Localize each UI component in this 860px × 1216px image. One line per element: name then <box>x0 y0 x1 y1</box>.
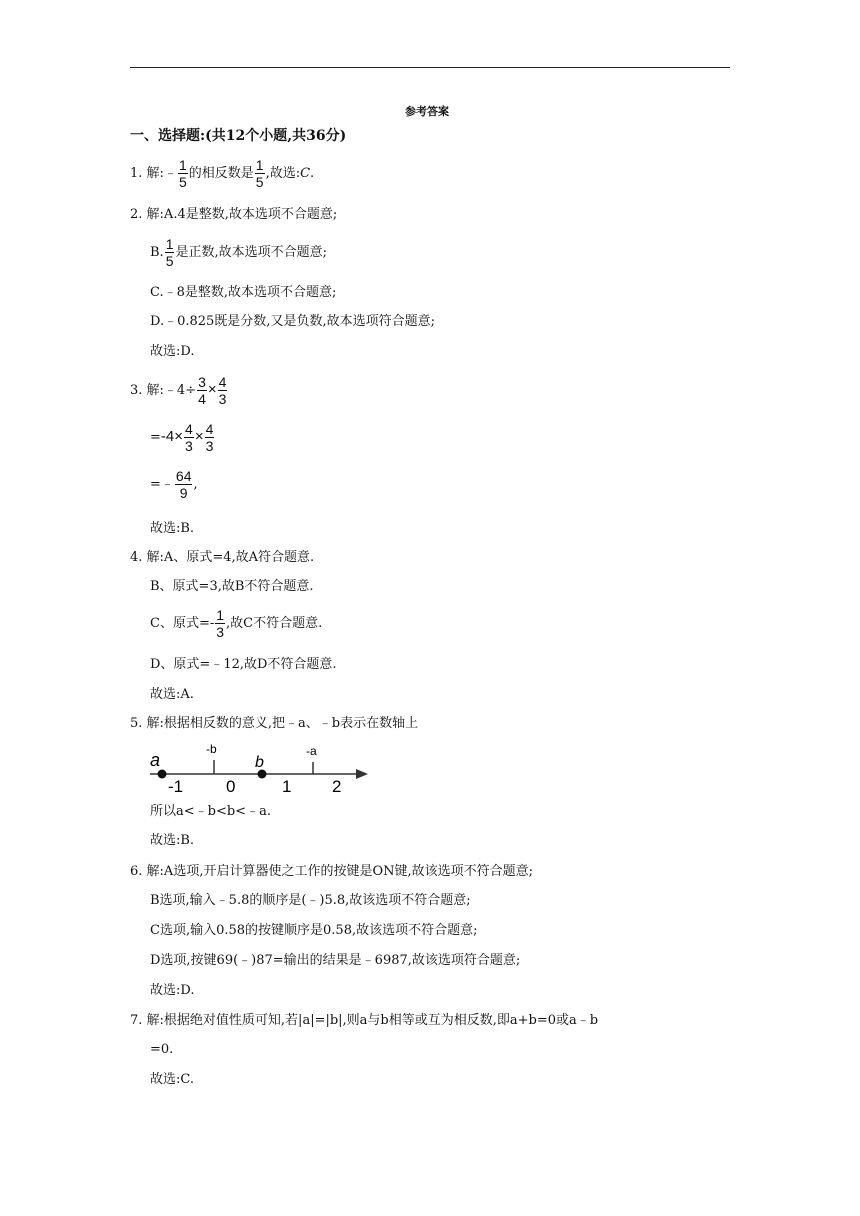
answer-7-number: 7. <box>130 1013 143 1028</box>
fraction: $\frac{1}{5}$ <box>178 157 187 190</box>
tick-label-neg1: -1 <box>168 777 184 796</box>
fraction: $\frac{1}{5}$ <box>165 236 174 269</box>
answer-6-option-c: C选项,输入0.58的按键顺序是0.58,故该选项不符合题意; <box>150 923 478 938</box>
answer-6-option-a: 解:A选项,开启计算器使之工作的按键是ON键,故该选项不符合题意; <box>146 864 533 879</box>
answer-4-choice: 故选:A. <box>150 687 194 702</box>
label-neg-b: -b <box>206 742 217 756</box>
axis-arrow-icon <box>356 769 368 779</box>
answer-2-option-d: D.﹣0.825既是分数,又是负数,故本选项符合题意; <box>150 314 435 329</box>
answer-2-number: 2. <box>130 207 143 222</box>
fraction: $\frac{1}{3}$ <box>216 607 225 640</box>
answer-2-option-b: B. $\frac{1}{5}$ 是正数,故本选项不合题意; <box>150 236 327 269</box>
answer-3-number: 3. <box>130 383 143 398</box>
fraction: $\frac{4}{3}$ <box>218 374 227 407</box>
answer-7-choice: 故选:C. <box>150 1072 194 1087</box>
answer-3: 3. 解:﹣4÷ $\frac{3}{4}$ × $\frac{4}{3}$ <box>130 374 227 407</box>
answer-3-choice: 故选:B. <box>150 521 195 536</box>
header-rule <box>130 67 730 68</box>
answer-1-number: 1. <box>130 166 143 181</box>
answer-6-option-b: B选项,输入﹣5.8的顺序是(﹣)5.8,故该选项不符合题意; <box>150 893 471 908</box>
tick-label-1: 1 <box>282 777 292 796</box>
answer-3-step-3: =﹣ $\frac{64}{9}$ , <box>150 468 198 501</box>
answer-4 <box>130 549 314 567</box>
label-a: a <box>150 750 161 770</box>
answer-4-option-c: C、原式=- $\frac{1}{3}$ ,故C不符合题意. <box>150 607 323 640</box>
fraction: $\frac{1}{5}$ <box>255 157 264 190</box>
answer-4-number: 4. <box>130 550 143 565</box>
answer-6 <box>130 863 533 881</box>
point-a <box>158 770 167 779</box>
answer-7-text: 解:根据绝对值性质可知,若|a|=|b|,则a与b相等或互为相反数,即a+b=0或a﹣b <box>146 1013 599 1028</box>
answer-5-text: 解:根据相反数的意义,把﹣a、﹣b表示在数轴上 <box>146 716 419 731</box>
number-line <box>146 738 376 796</box>
answer-2-option-c: C.﹣8是整数,故本选项不合题意; <box>150 285 337 300</box>
answer-4-option-d: D、原式=﹣12,故D不符合题意. <box>150 657 337 672</box>
fraction: $\frac{4}{3}$ <box>185 421 193 454</box>
tick-label-2: 2 <box>332 777 342 796</box>
answer-7-text-cont: =0. <box>150 1042 174 1057</box>
section-heading: 一、选择题:(共12个小题,共36分) <box>130 128 347 144</box>
label-b: b <box>255 754 264 771</box>
answer-1: 1. 解:﹣ $\frac{1}{5}$ 的相反数是 $\frac{1}{5}$ ,故选:C. <box>130 157 315 190</box>
answer-6-choice: 故选:D. <box>150 983 195 998</box>
answer-5-conclusion: 所以a<﹣b<b<﹣a. <box>150 804 271 819</box>
page-title: 参考答案 <box>405 105 449 118</box>
answer-3-step-2: =-4× $\frac{4}{3}$ × $\frac{4}{3}$ <box>150 421 214 454</box>
answer-2-choice: 故选:D. <box>150 344 195 359</box>
fraction: $\frac{64}{9}$ <box>175 468 192 501</box>
answer-5 <box>130 715 418 733</box>
answer-7 <box>130 1012 598 1030</box>
fraction: $\frac{4}{3}$ <box>205 421 214 454</box>
answer-4-option-b: B、原式=3,故B不符合题意. <box>150 579 314 594</box>
answer-5-choice: 故选:B. <box>150 833 195 848</box>
answer-6-option-d: D选项,按键69(﹣)87=输出的结果是﹣6987,故该选项符合题意; <box>150 953 521 968</box>
answer-2-option-a: 解:A.4是整数,故本选项不合题意; <box>146 207 338 222</box>
answer-4-option-a: 解:A、原式=4,故A符合题意. <box>146 550 315 565</box>
label-neg-a: -a <box>306 744 317 758</box>
answer-2 <box>130 206 337 224</box>
answer-6-number: 6. <box>130 864 143 879</box>
tick-label-0: 0 <box>226 777 236 796</box>
fraction: $\frac{3}{4}$ <box>198 374 206 407</box>
answer-5-number: 5. <box>130 716 143 731</box>
